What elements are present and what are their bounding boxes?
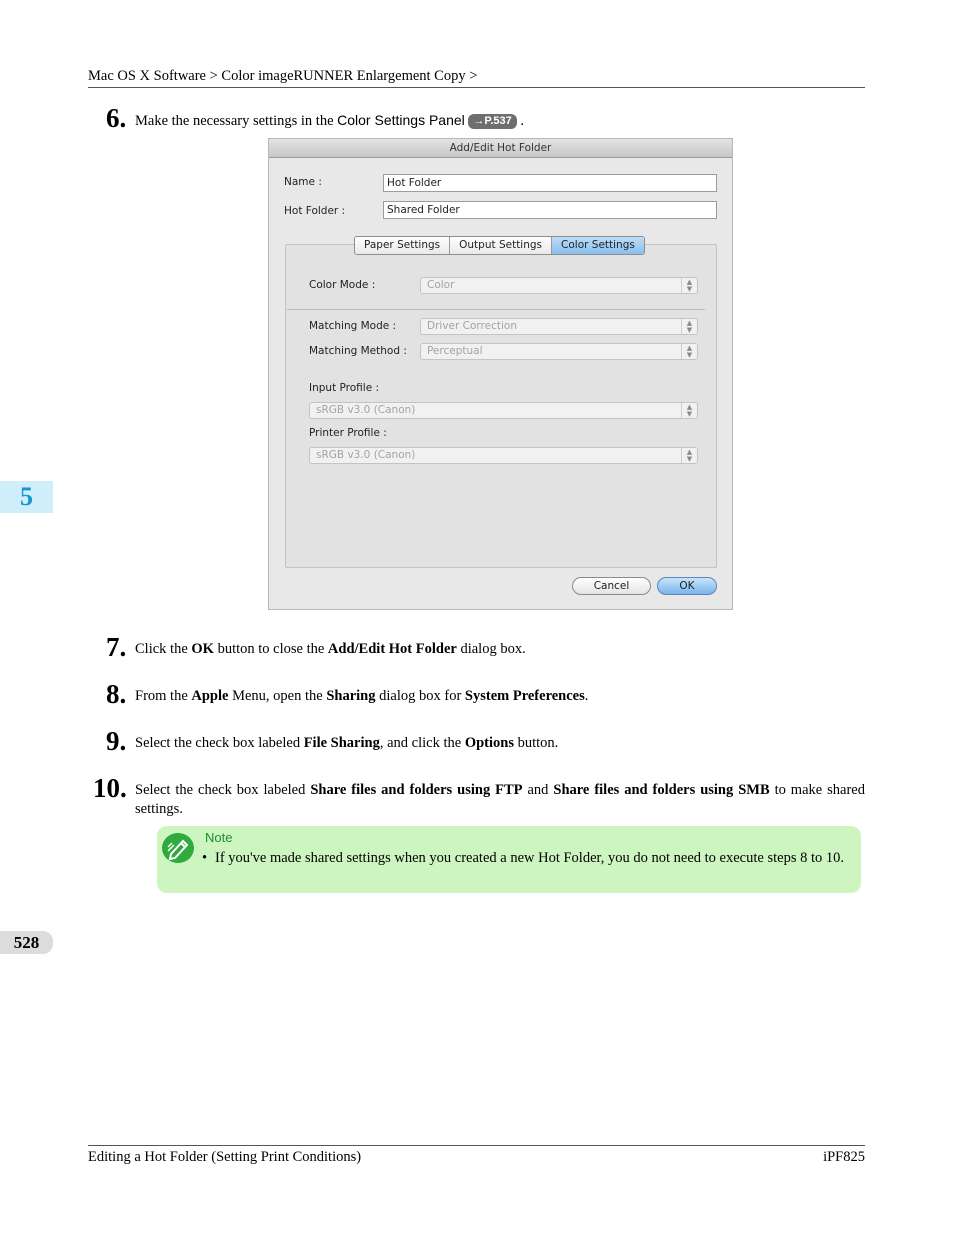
step-text: From the Apple Menu, open the Sharing dialog box for System Preferences.	[135, 688, 589, 704]
updown-arrows-icon: ▲ ▼	[681, 278, 697, 293]
matching-method-select[interactable]: Perceptual ▲ ▼	[420, 343, 698, 360]
printer-profile-select[interactable]: sRGB v3.0 (Canon) ▲ ▼	[309, 447, 698, 464]
note-bullet: •	[202, 850, 208, 866]
ok-button[interactable]: OK	[657, 577, 717, 595]
note-text: If you've made shared settings when you created a new Hot Folder, you do not need to execute steps 8 to 10.	[215, 850, 844, 866]
footer-model: iPF825	[823, 1149, 865, 1165]
matching-mode-select[interactable]: Driver Correction ▲ ▼	[420, 318, 698, 335]
cancel-button[interactable]: Cancel	[572, 577, 651, 595]
updown-arrows-icon: ▲ ▼	[681, 319, 697, 334]
updown-arrows-icon: ▲ ▼	[681, 448, 697, 463]
name-label: Name :	[284, 176, 322, 188]
settings-tabs	[354, 236, 645, 255]
step-text: Make the necessary settings in the Color Settings Panel →P.537 .	[135, 112, 524, 129]
page-header-breadcrumb: Mac OS X Software > Color imageRUNNER Enlargement Copy >	[88, 67, 865, 88]
page-number: 528	[0, 931, 53, 954]
note-box	[157, 826, 861, 893]
add-edit-hot-folder-dialog	[268, 138, 733, 610]
color-mode-label: Color Mode :	[309, 279, 376, 291]
step-number: 7.	[106, 632, 127, 662]
input-profile-label: Input Profile :	[309, 382, 380, 394]
hot-folder-input[interactable]: Shared Folder	[383, 201, 717, 219]
pencil-note-icon	[162, 833, 194, 863]
tab-output-settings[interactable]: Output Settings	[450, 237, 552, 254]
page-reference-link[interactable]: →P.537	[468, 114, 516, 129]
tab-paper-settings[interactable]: Paper Settings	[355, 237, 450, 254]
hot-folder-label: Hot Folder :	[284, 205, 346, 217]
step-number: 6.	[106, 103, 127, 133]
dialog-title: Add/Edit Hot Folder	[269, 139, 732, 158]
step-text: Select the check box labeled File Sharing, and click the Options button.	[135, 735, 559, 751]
page-footer	[88, 1145, 865, 1166]
matching-mode-label: Matching Mode :	[309, 320, 397, 332]
note-title: Note	[205, 830, 233, 845]
printer-profile-label: Printer Profile :	[309, 427, 387, 439]
section-divider	[287, 309, 705, 310]
input-profile-select[interactable]: sRGB v3.0 (Canon) ▲ ▼	[309, 402, 698, 419]
chapter-tab: 5	[0, 481, 53, 513]
footer-section-title: Editing a Hot Folder (Setting Print Conditions)	[88, 1149, 362, 1165]
tab-color-settings[interactable]: Color Settings	[552, 237, 644, 254]
name-input[interactable]: Hot Folder	[383, 174, 717, 192]
step-text: Select the check box labeled Share files and folders using FTP and Share files and folders using SMB to make shared settings.	[135, 782, 865, 817]
step-number: 9.	[106, 726, 127, 756]
step-number: 10.	[93, 773, 127, 803]
panel-name: Color Settings Panel	[337, 112, 465, 128]
step-text: Click the OK button to close the Add/Edit Hot Folder dialog box.	[135, 641, 526, 657]
matching-method-label: Matching Method :	[309, 345, 407, 357]
updown-arrows-icon: ▲ ▼	[681, 403, 697, 418]
color-mode-select[interactable]: Color ▲ ▼	[420, 277, 698, 294]
step-number: 8.	[106, 679, 127, 709]
updown-arrows-icon: ▲ ▼	[681, 344, 697, 359]
